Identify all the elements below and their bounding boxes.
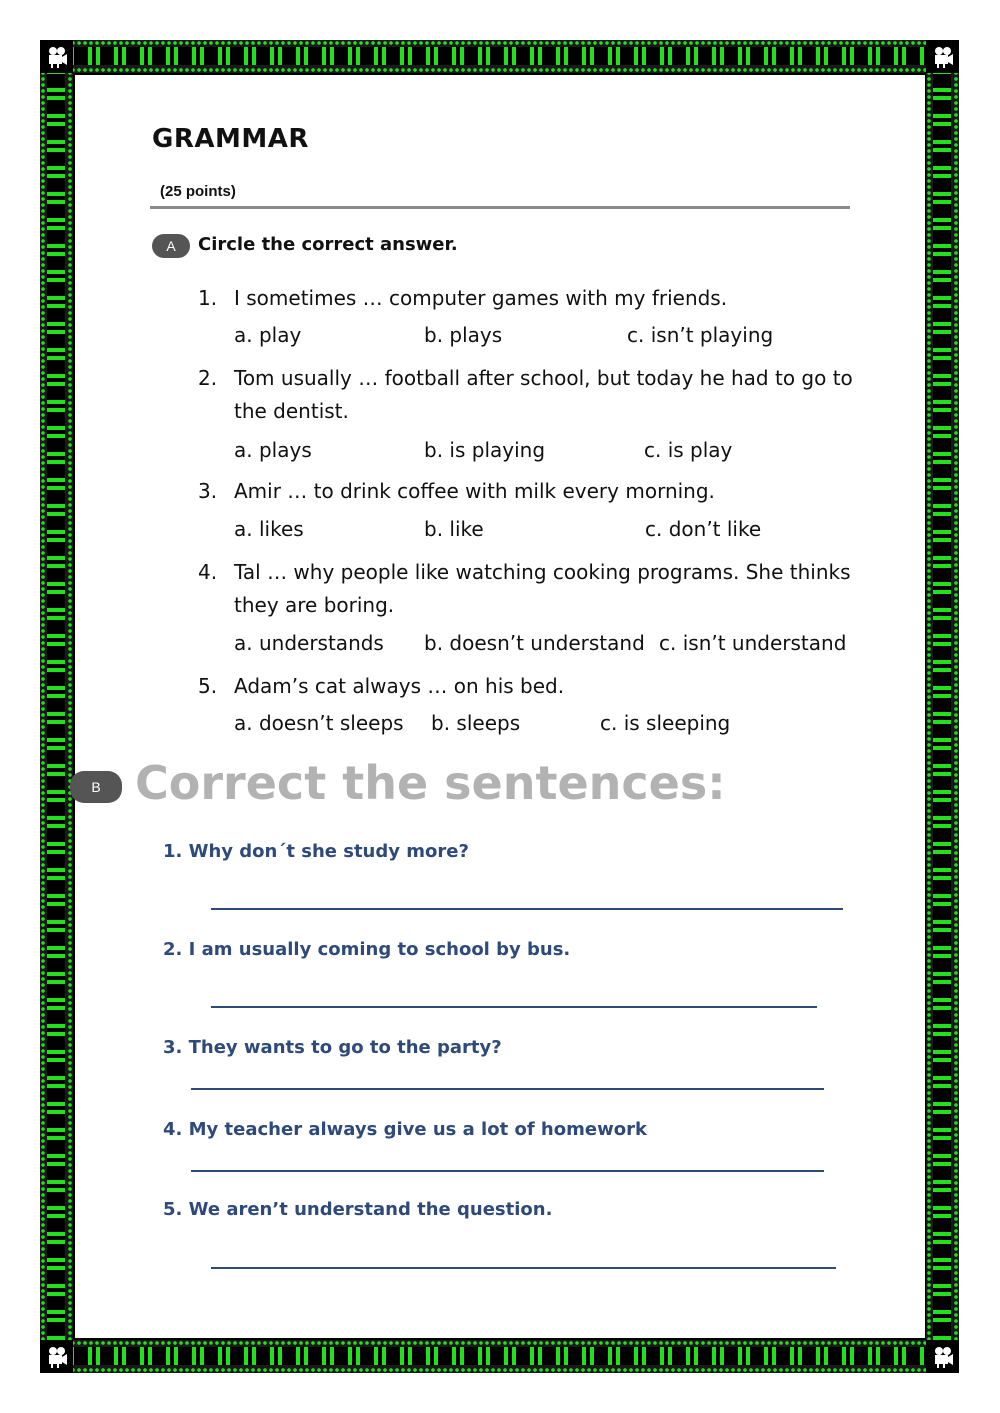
header-divider [150, 206, 850, 209]
answer-option[interactable]: a. play [234, 323, 302, 347]
points-label: (25 points) [160, 183, 236, 200]
border-strip-right [926, 40, 959, 1373]
border-strip-top [40, 40, 959, 73]
answer-option[interactable]: a. doesn’t sleeps [234, 711, 404, 735]
section-a-badge: A [152, 234, 190, 258]
incorrect-sentence: 3. They wants to go to the party? [163, 1037, 502, 1058]
question-text: Tal … why people like watching cooking programs. She thinks they are boring. [234, 560, 851, 617]
question-number: 2. [198, 366, 218, 390]
question-text: Amir … to drink coffee with milk every morning. [234, 479, 715, 503]
page-content-area [75, 75, 925, 1338]
answer-line[interactable] [211, 1267, 836, 1269]
section-b-heading: Correct the sentences: [135, 756, 726, 810]
answer-option[interactable]: b. sleeps [431, 711, 521, 735]
incorrect-sentence: 5. We aren’t understand the question. [163, 1199, 553, 1220]
film-camera-icon [40, 1340, 73, 1373]
answer-option[interactable]: c. don’t like [645, 517, 762, 541]
answer-option[interactable]: b. like [424, 517, 484, 541]
answer-line[interactable] [211, 908, 843, 910]
answer-option[interactable]: c. is sleeping [600, 711, 731, 735]
section-b-badge: B [70, 771, 122, 803]
answer-option[interactable]: b. plays [424, 323, 503, 347]
answer-option[interactable]: c. is play [644, 438, 733, 462]
answer-option[interactable]: a. likes [234, 517, 304, 541]
incorrect-sentence: 1. Why don´t she study more? [163, 841, 469, 862]
question-number: 3. [198, 479, 218, 503]
question-number: 1. [198, 286, 218, 310]
question-number: 4. [198, 560, 218, 584]
answer-line[interactable] [191, 1088, 824, 1090]
border-strip-bottom [40, 1340, 959, 1373]
question-text: Tom usually … football after school, but today he had to go to the dentist. [234, 366, 853, 423]
incorrect-sentence: 4. My teacher always give us a lot of homework [163, 1119, 647, 1140]
film-camera-icon [926, 1340, 959, 1373]
question-number: 5. [198, 674, 218, 698]
question-text: I sometimes … computer games with my friends. [234, 286, 728, 310]
answer-option[interactable]: b. is playing [424, 438, 546, 462]
section-a-instruction: Circle the correct answer. [198, 234, 458, 255]
answer-option[interactable]: a. plays [234, 438, 312, 462]
answer-line[interactable] [211, 1006, 817, 1008]
incorrect-sentence: 2. I am usually coming to school by bus. [163, 939, 571, 960]
answer-option[interactable]: b. doesn’t understand [424, 631, 645, 655]
answer-option[interactable]: c. isn’t understand [659, 631, 847, 655]
answer-line[interactable] [191, 1170, 824, 1172]
answer-option[interactable]: c. isn’t playing [627, 323, 774, 347]
film-camera-icon [926, 40, 959, 73]
question-text: Adam’s cat always … on his bed. [234, 674, 565, 698]
film-camera-icon [40, 40, 73, 73]
page-title: GRAMMAR [152, 124, 309, 154]
answer-option[interactable]: a. understands [234, 631, 384, 655]
border-strip-left [40, 40, 73, 1373]
